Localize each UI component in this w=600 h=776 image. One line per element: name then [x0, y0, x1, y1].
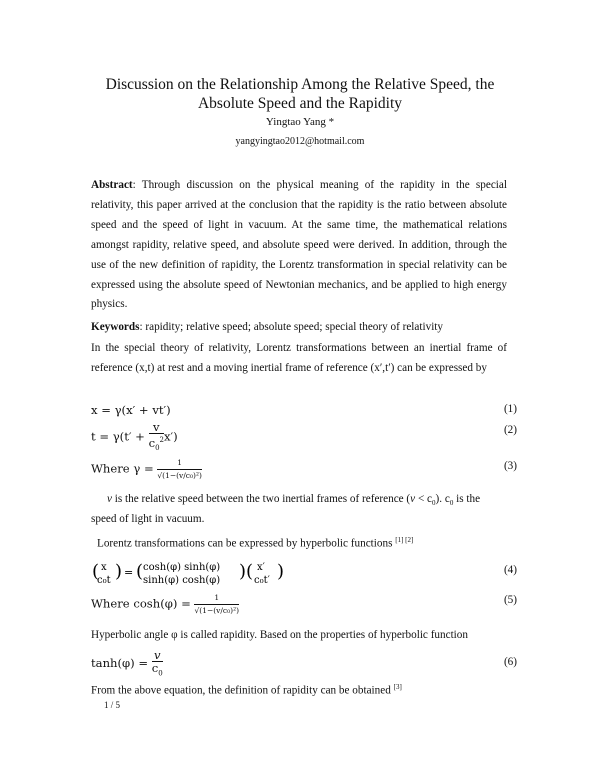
- v-definition-line-1: v is the relative speed between the two inertial frames of reference $(v < c_0)$. $c_0$ is the: [107, 493, 481, 508]
- intro-paragraph: In the special theory of relativity, Lorentz transformations between an inertial frame of reference (x,t) at rest and a moving inertial frame of reference (x′,t′) can be expressed by: [91, 342, 507, 374]
- equation-3-number: (3): [503, 460, 517, 472]
- svg-text:(: (: [92, 561, 100, 582]
- author-email[interactable]: yangyingtao2012@hotmail.com: [235, 136, 365, 147]
- equation-3: Where γ = $\frac{1}{\text{√(1−(v/c₀)²)}}$: [91, 458, 202, 480]
- author: Yingtao Yang *: [265, 116, 335, 128]
- svg-text:)(: )(: [239, 561, 254, 582]
- equation-1: x = γ(x′ + vt′): [91, 403, 171, 417]
- page-number: 1 / 5: [104, 700, 121, 710]
- svg-text:c₀t′: c₀t′: [254, 575, 270, 586]
- equation-5-number: (5): [503, 594, 517, 606]
- svg-text:): ): [277, 561, 285, 582]
- paper-title-line-2: Absolute Speed and the Rapidity: [197, 95, 403, 112]
- svg-text:cosh(φ) sinh(φ): cosh(φ) sinh(φ): [143, 562, 221, 573]
- equation-2: t = γ(t′ + $\frac{v}{c_0^2}$ x′): [91, 420, 178, 453]
- equation-5: Where cosh(φ) = $\frac{1}{\text{√(1−(v/c₀)²)}}$: [91, 593, 240, 615]
- keywords-label: Keywords: [91, 321, 140, 333]
- v-definition-line-2: speed of light in vacuum.: [91, 513, 205, 525]
- keywords: [91, 318, 507, 338]
- equation-6-left: tanh(φ) =: [91, 656, 152, 671]
- equation-1-number: (1): [503, 403, 517, 415]
- equation-5-label: Where cosh(φ) =: [91, 596, 195, 611]
- svg-text:): ): [115, 561, 123, 582]
- abstract-text: : Through discussion on the physical meaning of the rapidity in the special relativity, this paper arrived at the conclusion that the rapidity is the ratio between absolute speed and the speed of light in vacuum. At the same time, the mathematical relations amongst rapidity, relative speed, and absolute speed were derived. In addition, through the use of the new definition of rapidity, the Lorentz transformation in special relativity can be expressed using the absolute speed of Newtonian mechanics, and be applied to high energy physics.: [91, 179, 507, 311]
- paper-title-line-1: Discussion on the Relationship Among the Relative Speed, the: [105, 76, 495, 93]
- abstract-label: Abstract: [91, 179, 133, 191]
- svg-text:(: (: [136, 561, 144, 582]
- equation-3-label: Where γ =: [91, 461, 158, 476]
- svg-text:=: =: [124, 566, 134, 579]
- equation-6-number: (6): [503, 656, 517, 668]
- equation-6: tanh(φ) = $\frac{v}{c_0}$: [91, 648, 163, 678]
- hyperbolic-intro: Lorentz transformations can be expressed by hyperbolic functions [1] [2]: [97, 536, 414, 550]
- svg-text:x′: x′: [257, 562, 265, 573]
- citation-1-2[interactable]: [1] [2]: [395, 536, 414, 544]
- svg-text:c₀t: c₀t: [97, 575, 111, 586]
- citation-3[interactable]: [3]: [393, 683, 402, 691]
- equation-2-number: (2): [503, 424, 517, 436]
- equation-4-number: (4): [503, 564, 517, 576]
- equation-2-left: t = γ(t′ +: [91, 429, 149, 444]
- abstract: [91, 176, 507, 315]
- svg-text:x: x: [101, 562, 107, 573]
- svg-text:sinh(φ) cosh(φ): sinh(φ) cosh(φ): [143, 575, 221, 586]
- definition-paragraph: From the above equation, the definition of rapidity can be obtained [3]: [91, 683, 402, 697]
- rapidity-paragraph: Hyperbolic angle φ is called rapidity. Based on the properties of hyperbolic function: [91, 629, 468, 641]
- equation-4: [89, 557, 289, 589]
- keywords-text: : rapidity; relative speed; absolute speed; special theory of relativity: [139, 321, 443, 333]
